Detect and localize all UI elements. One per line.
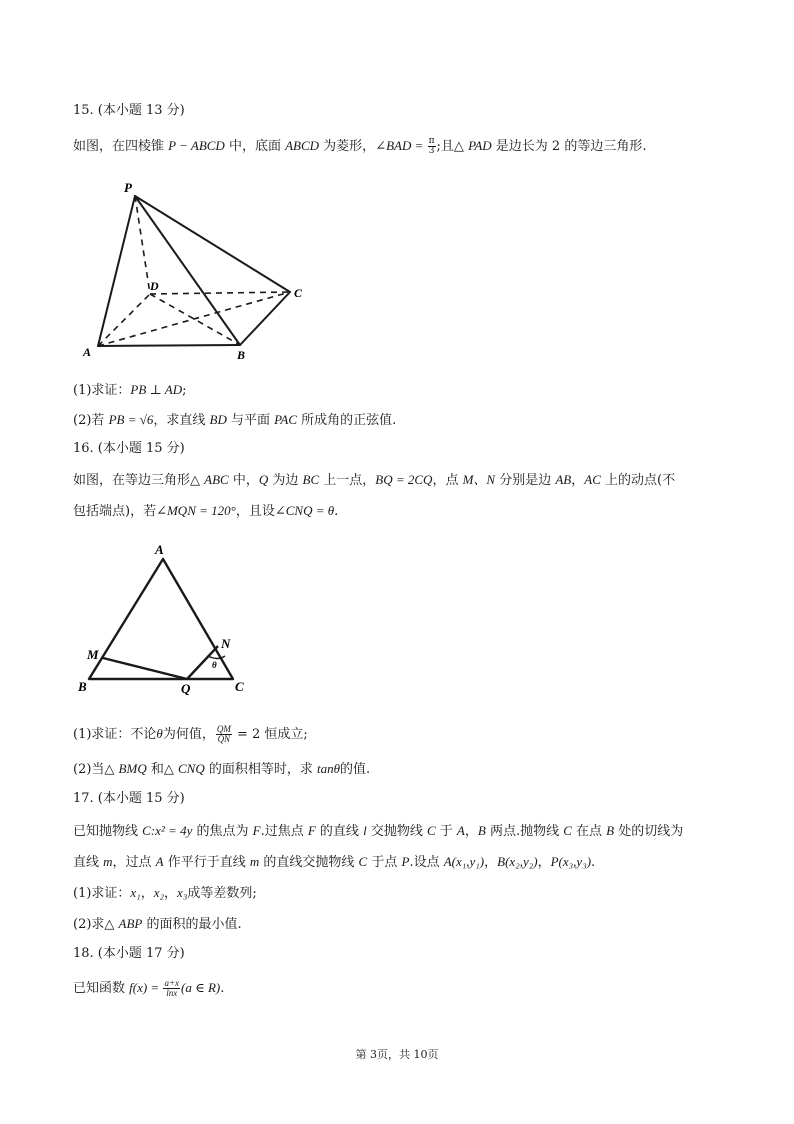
text: 直线 — [73, 855, 104, 870]
math: (a ∈ R) — [181, 980, 221, 995]
text: ; — [182, 383, 187, 398]
fraction-denominator: 3 — [428, 146, 435, 156]
math: A — [456, 823, 465, 838]
q18-stem — [73, 979, 224, 998]
edge-PC — [135, 196, 290, 292]
math: Q — [258, 472, 269, 487]
fraction — [428, 137, 436, 156]
math: C — [426, 823, 436, 838]
math: m — [103, 854, 113, 869]
text: 于点 — [367, 855, 402, 870]
math: PAD — [468, 138, 492, 153]
math: ABC — [204, 472, 229, 487]
text: ， — [571, 473, 585, 488]
text: 交抛物线 — [366, 824, 427, 839]
q16-stem-line2 — [73, 502, 338, 521]
text: 的值. — [339, 762, 371, 777]
text: 如图，在四棱锥 — [73, 139, 169, 154]
math: BC — [302, 472, 320, 487]
text: (1)求证： — [73, 383, 131, 398]
text: (2)当△ — [73, 762, 119, 777]
math: B — [606, 823, 615, 838]
math: C — [563, 823, 572, 838]
math: x₁ — [130, 885, 141, 900]
math: BMQ — [118, 761, 147, 776]
fraction — [163, 979, 180, 998]
edge-AB — [98, 345, 240, 346]
text: 中，底面 — [224, 139, 286, 154]
text: 处的切线为 — [614, 824, 684, 839]
text: ，过点 — [112, 855, 156, 870]
text: 所成角的正弦值. — [297, 413, 397, 428]
q18-header: 18. (本小题 17 分) — [73, 946, 185, 961]
fraction-numerator: π — [428, 136, 435, 146]
q16-header: 16. (本小题 15 分) — [73, 441, 185, 456]
math: ABCD — [285, 138, 320, 153]
text: .设点 — [409, 855, 444, 870]
edge-DC — [150, 292, 290, 294]
label-A: A — [155, 542, 164, 557]
edge-PB — [135, 196, 240, 345]
text: ， — [464, 824, 478, 839]
q15-header: 15. (本小题 13 分) — [73, 103, 185, 118]
math: ABP — [118, 916, 143, 931]
label-C: C — [235, 679, 244, 694]
math: x₂ — [153, 885, 165, 900]
q15-part1 — [73, 381, 187, 400]
text: 的直线 — [315, 824, 364, 839]
text: ， — [140, 886, 154, 901]
label-C: C — [294, 286, 303, 300]
math: B(x₂,y₂) — [497, 854, 538, 869]
text: 为边 — [268, 473, 303, 488]
q16-part2 — [73, 760, 370, 779]
text: ;且△ — [436, 139, 469, 154]
text: ， — [484, 855, 498, 870]
math: AB — [555, 472, 572, 487]
text: 的面积的最小值. — [142, 917, 242, 932]
label-D: D — [150, 279, 159, 293]
text: 于 — [435, 824, 457, 839]
edge-PD — [135, 196, 150, 294]
text: = 2 恒成立; — [232, 727, 308, 742]
text: 包括端点)，若 — [73, 504, 157, 519]
text: .过焦点 — [260, 824, 308, 839]
fraction-denominator: lnx — [166, 988, 178, 998]
math: ∠CNQ = θ — [274, 503, 335, 518]
label-M: M — [87, 647, 99, 662]
q17-part1 — [73, 884, 257, 903]
label-Q: Q — [181, 681, 191, 696]
fraction-denominator: QN — [217, 734, 231, 744]
text: 是边长为 2 的等边三角形. — [491, 139, 647, 154]
edge-BC — [240, 292, 290, 345]
text: 在点 — [571, 824, 607, 839]
q16-triangle-figure — [75, 538, 265, 703]
text: 为菱形， — [319, 139, 376, 154]
text: 如图，在等边三角形△ — [73, 473, 205, 488]
text: 已知函数 — [73, 981, 130, 996]
math: tanθ — [316, 761, 340, 776]
text: 上一点， — [319, 473, 376, 488]
math: B — [477, 823, 486, 838]
text: 的直线交抛物线 — [259, 855, 359, 870]
math: BD — [209, 412, 227, 427]
math: m — [249, 854, 260, 869]
label-P: P — [124, 180, 132, 195]
text: ， — [164, 886, 178, 901]
text: 作平行于直线 — [163, 855, 250, 870]
edge-AC — [98, 292, 290, 346]
label-theta: θ — [212, 660, 217, 670]
math: PAC — [274, 412, 297, 427]
text: (1)求证：不论 — [73, 727, 157, 742]
text: (2)若 — [73, 413, 109, 428]
text: (1)求证： — [73, 886, 131, 901]
math: M、N — [462, 472, 496, 487]
text: 已知抛物线 — [73, 824, 143, 839]
text: 分别是边 — [495, 473, 556, 488]
edge-PA — [98, 196, 135, 346]
math: ∠BAD = — [375, 138, 427, 153]
math: P(x₃,y₃) — [550, 854, 592, 869]
math: F — [307, 823, 316, 838]
text: . — [591, 855, 596, 870]
segment-MQ — [103, 658, 187, 679]
q17-header: 17. (本小题 15 分) — [73, 791, 185, 806]
q17-part2 — [73, 915, 242, 934]
angle-theta-arc — [208, 656, 225, 659]
q16-stem-line1 — [73, 471, 675, 490]
label-B: B — [237, 348, 246, 362]
fraction — [216, 725, 232, 744]
fraction-numerator: a+x — [164, 978, 180, 988]
math: x₃ — [177, 885, 188, 900]
label-B: B — [78, 679, 87, 694]
text: 和△ — [146, 762, 178, 777]
q17-stem-line2 — [73, 853, 595, 872]
math: AC — [584, 472, 601, 487]
text: 两点.抛物线 — [485, 824, 564, 839]
text: (2)求△ — [73, 917, 119, 932]
math: P — [401, 854, 410, 869]
text: ，且设 — [235, 504, 275, 519]
math: P − ABCD — [168, 138, 225, 153]
text: 的面积相等时，求 — [204, 762, 317, 777]
math: θ — [156, 726, 163, 741]
text: . — [334, 504, 339, 519]
fraction-numerator: QM — [216, 724, 231, 734]
text: ，点 — [432, 473, 463, 488]
q16-part1 — [73, 725, 308, 744]
math: BQ = 2CQ — [375, 472, 433, 487]
math: A — [155, 854, 164, 869]
text: ， — [537, 855, 551, 870]
q15-stem — [73, 137, 646, 156]
text: 上的动点(不 — [600, 473, 676, 488]
text: 与平面 — [226, 413, 275, 428]
math: l — [363, 823, 367, 838]
math: PB = √6 — [108, 412, 154, 427]
math: f(x) = — [129, 980, 163, 995]
page-footer: 第 3页，共 10页 — [355, 1048, 439, 1061]
math: F — [252, 823, 261, 838]
q15-pyramid-figure — [80, 178, 320, 368]
math: C — [358, 854, 368, 869]
text: ，求直线 — [153, 413, 210, 428]
math: CNQ — [177, 761, 205, 776]
label-N: N — [221, 636, 231, 651]
math: PB ⊥ AD — [130, 382, 183, 397]
text: 为何值， — [162, 727, 215, 742]
text: 成等差数列; — [187, 886, 257, 901]
math: C:x² = 4y — [142, 823, 193, 838]
label-A: A — [83, 345, 92, 359]
math: A(x₁,y₁) — [443, 854, 485, 869]
q17-stem-line1 — [73, 822, 683, 841]
text: . — [220, 981, 225, 996]
text: 的焦点为 — [192, 824, 253, 839]
math: ∠MQN = 120° — [156, 503, 236, 518]
text: 中， — [228, 473, 259, 488]
q15-part2 — [73, 411, 396, 430]
